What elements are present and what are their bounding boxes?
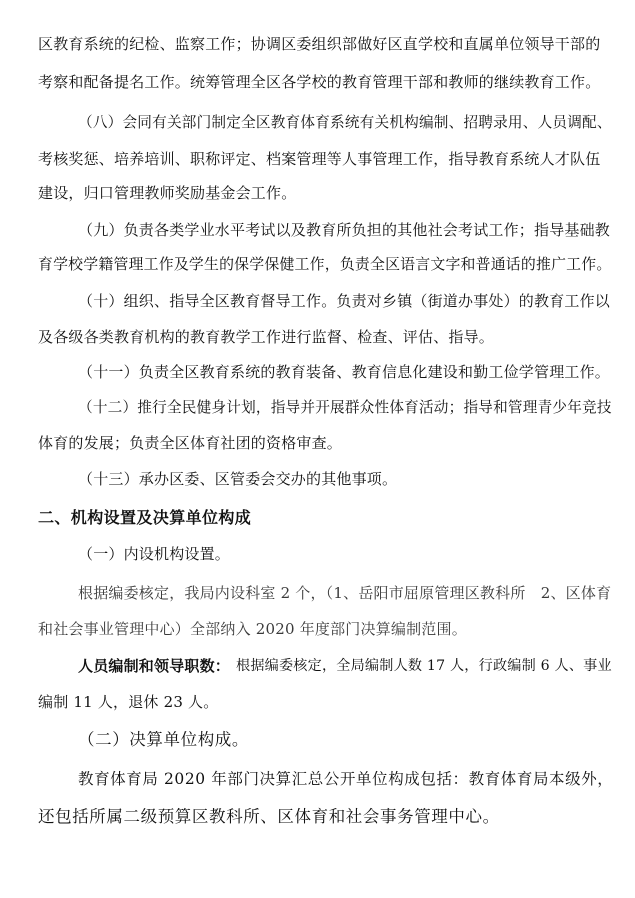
- section-heading: 二、机构设置及决算单位构成: [38, 508, 252, 527]
- paragraph-line: 和社会事业管理中心）全部纳入 2020 年度部门决算编制范围。: [38, 620, 467, 638]
- paragraph-line: 育学校学籍管理工作及学生的保学保健工作，负责全区语言文字和普通话的推广工作。: [38, 255, 612, 273]
- paragraph-line: （十二）推行全民健身计划，指导并开展群众性体育活动；指导和管理青少年竞技: [78, 399, 612, 416]
- paragraph-line: （十一）负责全区教育系统的教育装备、教育信息化建设和勤工俭学管理工作。: [78, 363, 611, 381]
- paragraph-line: 根据编委核定，全局编制人数 17 人，行政编制 6 人、事业: [236, 658, 612, 674]
- paragraph-line: 及各级各类教育机构的教育教学工作进行监督、检查、评估、指导。: [38, 328, 495, 346]
- paragraph-line: （二）决算单位构成。: [78, 730, 249, 749]
- paragraph-line: （九）负责各类学业水平考试以及教育所负担的其他社会考试工作；指导基础教: [78, 221, 611, 239]
- paragraph-line: 教育体育局 2020 年部门决算汇总公开单位构成包括：教育体育局本级外，: [78, 770, 614, 788]
- paragraph-line: 体育的发展；负责全区体育社团的资格审查。: [38, 434, 343, 452]
- paragraph-line: 还包括所属二级预算区教科所、区体育和社会事务管理中心。: [38, 807, 500, 826]
- paragraph-line: （一）内设机构设置。: [78, 545, 231, 563]
- paragraph-line: 考察和配备提名工作。统筹管理全区各学校的教育管理干部和教师的继续教育工作。: [38, 73, 601, 91]
- paragraph-line: 建设，归口管理教师奖励基金会工作。: [38, 184, 297, 202]
- paragraph-line: （八）会同有关部门制定全区教育体育系统有关机构编制、招聘录用、人员调配、: [78, 114, 612, 131]
- paragraph-line: 区教育系统的纪检、监察工作；协调区委组织部做好区直学校和直属单位领导干部的: [38, 35, 601, 53]
- paragraph-line: （十三）承办区委、区管委会交办的其他事项。: [78, 470, 398, 488]
- paragraph-line: 根据编委核定，我局内设科室 2 个，（1、岳阳市屈原管理区教科所 2、区体育: [78, 584, 612, 602]
- staffing-label: 人员编制和领导职数：: [78, 657, 231, 675]
- paragraph-line: （十）组织、指导全区教育督导工作。负责对乡镇（街道办事处）的教育工作以: [78, 292, 611, 310]
- paragraph-line: 编制 11 人，退休 23 人。: [38, 693, 219, 711]
- paragraph-line: 考核奖惩、培养培训、职称评定、档案管理等人事管理工作，指导教育系统人才队伍: [38, 150, 601, 168]
